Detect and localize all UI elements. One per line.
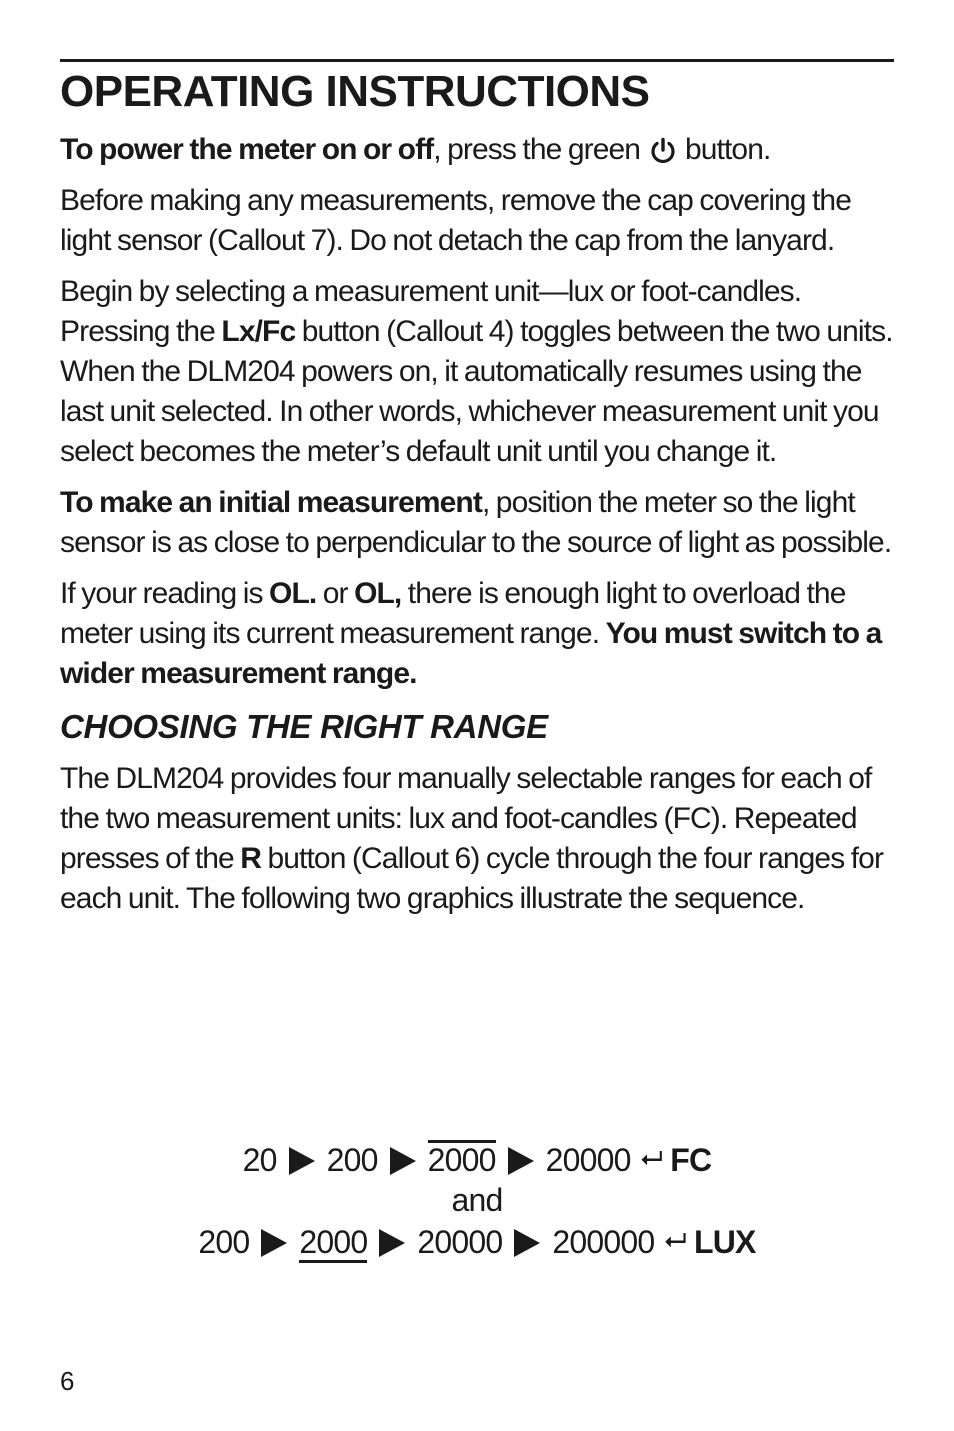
range-text-2: button (Callout 6) cycle through the four ranges for each unit. The following two graphics illustrate the sequence.	[60, 842, 884, 915]
lux-range: 200	[198, 1224, 250, 1260]
initial-bold: To make an initial measurement	[60, 486, 482, 519]
range-text-1: The DLM204 provides four manually selectable ranges for each of the two measurement units: lux and foot-candles (FC). Repeated presses of the	[60, 762, 872, 875]
lux-range: 20000	[417, 1224, 503, 1260]
overload-text-1: If your reading is	[60, 577, 270, 610]
return-arrow-icon: ⮠	[640, 1142, 663, 1173]
range-sequence	[0, 1138, 954, 1263]
unit-bold: Lx/Fc	[221, 315, 296, 348]
lux-sequence	[0, 1220, 954, 1263]
section-subheading: CHOOSING THE RIGHT RANGE	[60, 708, 548, 745]
page-title: OPERATING INSTRUCTIONS	[60, 67, 650, 116]
lux-unit-label: LUX	[693, 1224, 756, 1260]
initial-text: , position the meter so the light sensor is as close to perpendicular to the source of light as possible.	[60, 486, 892, 559]
unit-text-1: Begin by selecting a measurement unit—lux or foot-candles. Pressing the	[60, 275, 802, 348]
page-number: 6	[60, 1366, 75, 1396]
unit-text-2: button (Callout 4) toggles between the two units. When the DLM204 powers on, it automatically resumes using the last unit selected. In other words, whichever measurement unit you select becomes the meter’s default unit until you change it.	[60, 315, 893, 468]
overload-bold-3: You must switch to a wider measurement range.	[60, 617, 882, 690]
overload-paragraph	[60, 574, 900, 694]
fc-unit-label: FC	[670, 1142, 712, 1178]
power-bold: To power the meter on or off	[60, 133, 434, 166]
overload-bold-1: OL.	[269, 577, 317, 610]
overload-bold-2: OL,	[354, 577, 402, 610]
power-text-1: , press the green	[433, 133, 647, 166]
unit-paragraph	[60, 272, 900, 472]
return-arrow-icon: ⮠	[664, 1224, 686, 1255]
fc-range-default: 2000	[427, 1142, 496, 1178]
power-paragraph	[60, 130, 900, 170]
power-text-2: button.	[678, 133, 771, 166]
initial-measurement-paragraph	[60, 483, 900, 563]
fc-sequence	[0, 1138, 954, 1180]
range-bold: R	[240, 842, 262, 875]
page-content	[60, 66, 900, 930]
fc-range: 20	[242, 1142, 277, 1178]
arrow-icon	[379, 1229, 405, 1257]
fc-range: 20000	[545, 1142, 631, 1178]
top-rule	[60, 59, 894, 62]
overload-text-2: or	[316, 577, 355, 610]
arrow-icon	[514, 1229, 540, 1257]
sequence-joiner: and	[451, 1182, 503, 1218]
arrow-icon	[390, 1147, 416, 1175]
cap-paragraph: Before making any measurements, remove the cap covering the light sensor (Callout 7). Do not detach the cap from the lanyard.	[60, 184, 851, 257]
range-paragraph	[60, 759, 900, 919]
power-icon	[649, 137, 677, 165]
lux-range-default: 2000	[299, 1224, 367, 1263]
fc-range: 200	[326, 1142, 378, 1178]
arrow-icon	[261, 1229, 287, 1257]
arrow-icon	[508, 1147, 534, 1175]
lux-range: 200000	[552, 1224, 655, 1260]
arrow-icon	[289, 1147, 315, 1175]
overload-text-3: there is enough light to overload the meter using its current measurement range.	[60, 577, 846, 650]
